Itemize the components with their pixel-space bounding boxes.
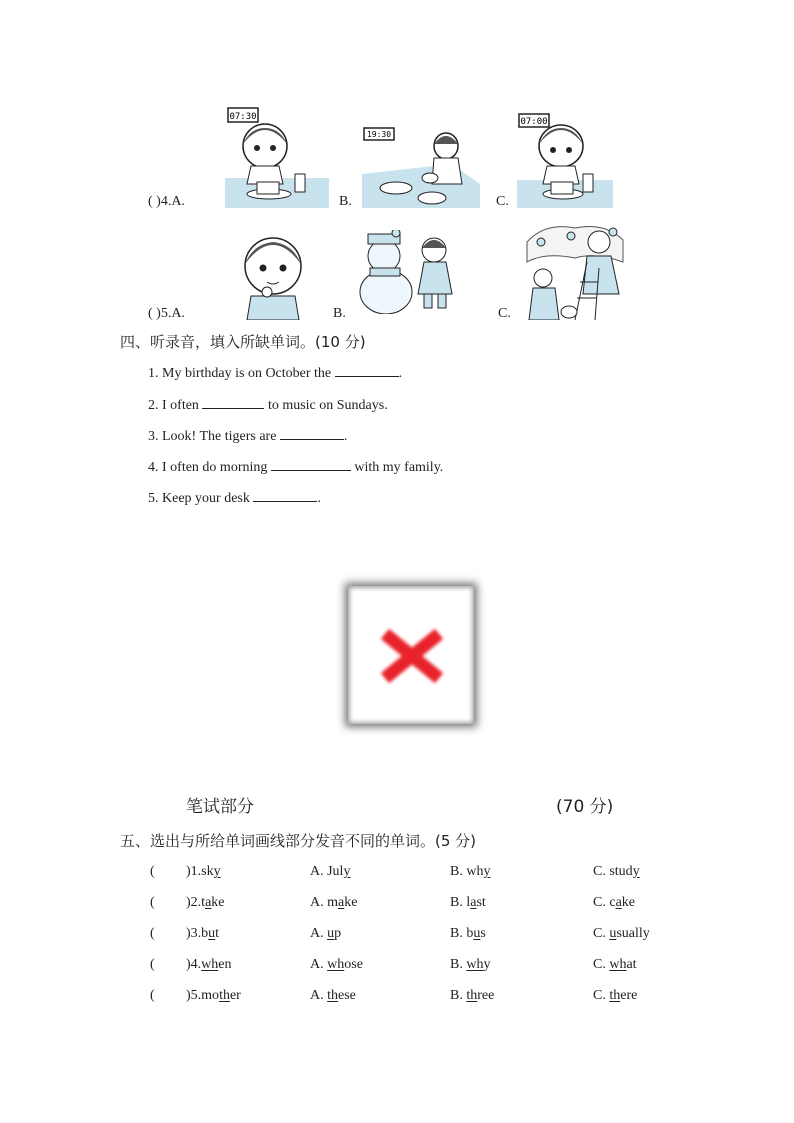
option-c[interactable]: C. study	[593, 864, 640, 879]
red-x-icon	[348, 586, 474, 724]
option-a[interactable]: A. make	[310, 895, 358, 910]
q5-option-b-image	[356, 230, 466, 314]
blank-3[interactable]	[280, 427, 344, 440]
answer-paren[interactable]: (	[150, 864, 155, 879]
option-c[interactable]: C. there	[593, 988, 638, 1003]
section4-title: 四、听录音，填入所缺单词。(10 分)	[120, 333, 366, 351]
q4-option-b-image	[362, 124, 482, 208]
written-part-score: (70 分)	[556, 797, 614, 817]
option-a[interactable]: A. these	[310, 988, 356, 1003]
blank-2[interactable]	[202, 396, 264, 409]
line-3-text: 3. Look! The tigers are	[148, 429, 280, 444]
q5-option-c-image	[525, 222, 625, 320]
listen-line-4: 4. I often do morning with my family.	[148, 460, 444, 475]
clock-a-text: 07:30	[229, 112, 257, 122]
q4-option-b-label: B.	[339, 194, 352, 209]
line-5-text: 5. Keep your desk	[148, 491, 254, 506]
option-c[interactable]: C. cake	[593, 895, 635, 910]
option-c[interactable]: C. usually	[593, 926, 650, 941]
blank-1[interactable]	[335, 364, 399, 377]
line-1-text: 1. My birthday is on October the	[148, 366, 335, 381]
option-b[interactable]: B. three	[450, 988, 495, 1003]
line-2-text: 2. I often	[148, 398, 203, 413]
question-word: )1.sky	[186, 864, 221, 879]
phonics-row-4	[150, 957, 710, 977]
q4-option-c-image	[517, 110, 613, 208]
q5-prefix: ( )5.A.	[148, 306, 185, 321]
option-b[interactable]: B. last	[450, 895, 486, 910]
option-b[interactable]: B. why	[450, 864, 491, 879]
clock-b-text: 19:30	[366, 130, 392, 139]
phonics-row-2	[150, 895, 710, 915]
blank-5[interactable]	[253, 489, 317, 502]
answer-paren[interactable]: (	[150, 988, 155, 1003]
option-a[interactable]: A. whose	[310, 957, 363, 972]
answer-paren[interactable]: (	[150, 926, 155, 941]
q4-option-c-label: C.	[496, 194, 509, 209]
option-a[interactable]: A. July	[310, 864, 351, 879]
q4-prefix: ( )4.A.	[148, 194, 185, 209]
listen-line-3: 3. Look! The tigers are .	[148, 429, 348, 444]
listen-line-2: 2. I often to music on Sundays.	[148, 398, 388, 413]
section5-title: 五、选出与所给单词画线部分发音不同的单词。(5 分)	[120, 832, 477, 850]
written-part-label: 笔试部分	[186, 797, 254, 817]
question-word: )4.when	[186, 957, 232, 972]
listen-line-1: 1. My birthday is on October the .	[148, 366, 403, 381]
answer-paren[interactable]: (	[150, 957, 155, 972]
phonics-row-5	[150, 988, 710, 1008]
listen-line-5: 5. Keep your desk .	[148, 491, 321, 506]
q5-option-b-label: B.	[333, 306, 346, 321]
question-word: )2.take	[186, 895, 225, 910]
q5-option-c-label: C.	[498, 306, 511, 321]
question-word: )5.mother	[186, 988, 241, 1003]
option-b[interactable]: B. why	[450, 957, 491, 972]
q4-option-a-image	[225, 106, 329, 208]
phonics-row-3	[150, 926, 710, 946]
option-c[interactable]: C. what	[593, 957, 637, 972]
line-4-text: 4. I often do morning	[148, 460, 271, 475]
blank-4[interactable]	[271, 458, 351, 471]
q5-option-a-image	[233, 226, 313, 320]
answer-paren[interactable]: (	[150, 895, 155, 910]
phonics-row-1	[150, 864, 710, 884]
clock-c-text: 07:00	[520, 117, 548, 127]
option-a[interactable]: A. up	[310, 926, 342, 941]
question-word: )3.but	[186, 926, 220, 941]
broken-image-placeholder	[348, 586, 474, 724]
option-b[interactable]: B. bus	[450, 926, 486, 941]
